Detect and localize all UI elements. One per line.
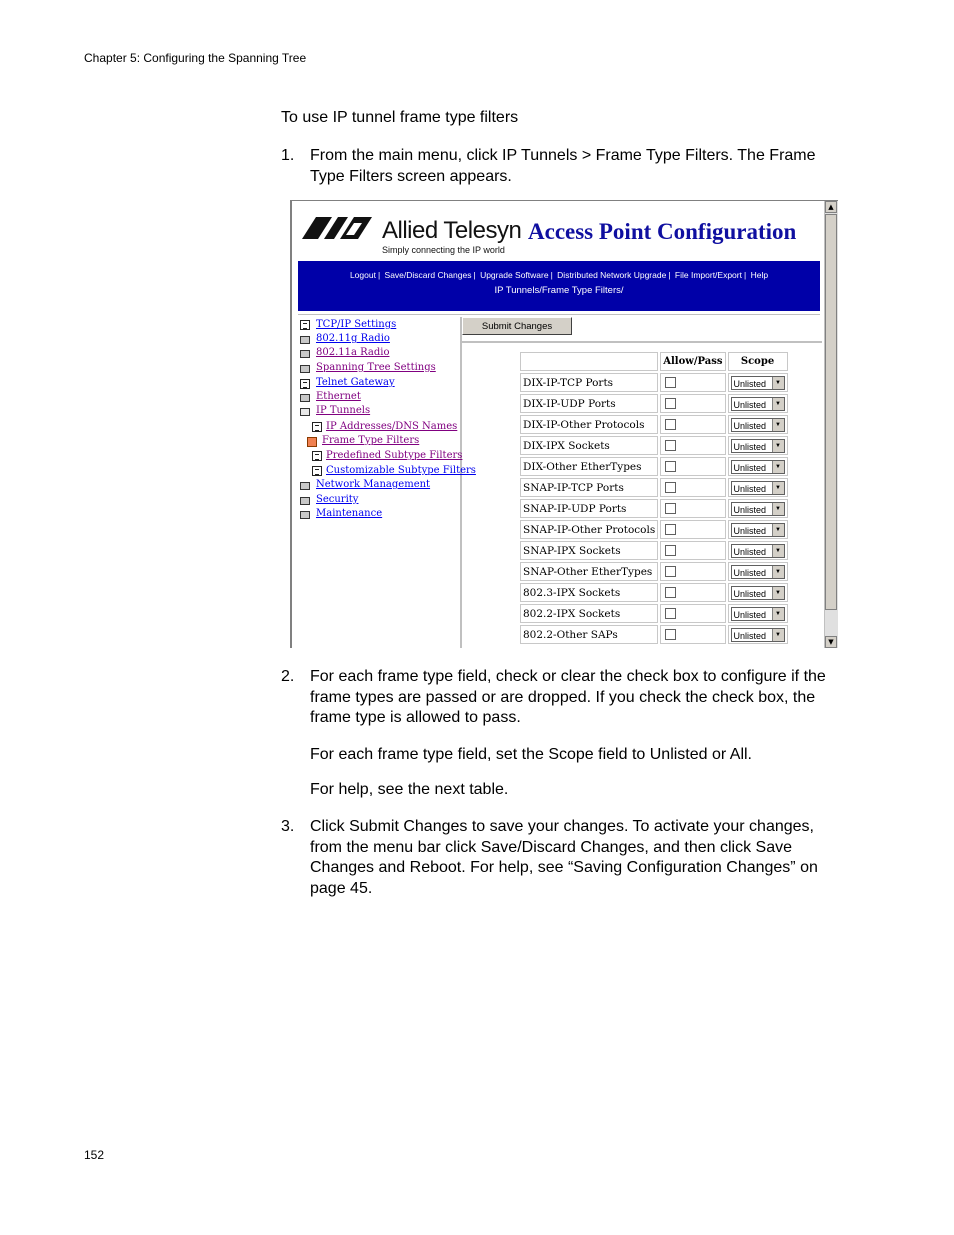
active-page-icon [307,437,317,447]
scope-select[interactable] [731,565,785,579]
frame-type-name: DIX-IP-TCP Ports [520,373,658,392]
allow-pass-cell [660,457,725,476]
allied-telesyn-logo [302,211,522,255]
table-row [520,562,788,581]
column-header-allow-pass: Allow/Pass [660,352,725,371]
page-icon [300,320,310,330]
scope-select[interactable] [731,481,785,495]
scope-value: Unlisted [733,567,767,578]
menu-help[interactable]: Help [750,270,769,280]
menu-upgrade-software[interactable]: Upgrade Software [480,270,549,280]
ui-screenshot [290,200,838,648]
table-row [520,373,788,392]
step-2 [281,667,838,729]
scope-value: Unlisted [733,630,767,641]
nav-network-management[interactable]: Network Management [316,479,431,490]
nav-ip-addresses[interactable]: IP Addresses/DNS Names [326,421,458,432]
chevron-down-icon[interactable]: ▼ [772,419,784,431]
scope-paragraph: For each frame type field, set the Scope field to Unlisted or All. [310,746,752,763]
scope-cell [728,478,788,497]
vertical-scrollbar[interactable] [824,201,838,648]
chevron-down-icon[interactable]: ▼ [772,608,784,620]
folder-icon [300,365,310,373]
folder-icon [300,350,310,358]
table-row [520,499,788,518]
folder-icon [300,336,310,344]
frame-type-name: 802.2-IPX Sockets [520,604,658,623]
chevron-down-icon[interactable]: ▼ [772,545,784,557]
chevron-down-icon[interactable]: ▼ [772,440,784,452]
allow-pass-checkbox[interactable] [665,461,676,472]
allow-pass-checkbox[interactable] [665,377,676,388]
step-1 [281,146,838,187]
scope-cell [728,436,788,455]
allow-pass-checkbox[interactable] [665,629,676,640]
frame-type-name: 802.3-IPX Sockets [520,583,658,602]
page-icon [300,379,310,389]
frame-type-name: DIX-IPX Sockets [520,436,658,455]
step-text: Click Submit Changes to save your changes. To activate your changes, from the menu bar click Save/Discard Changes, and then click Save Changes and Reboot. For help, see “Saving Configuration Changes” on page 45. [310,818,818,897]
frame-type-name: DIX-Other EtherTypes [520,457,658,476]
step-text: For each frame type field, check or clear the check box to configure if the frame types are passed or are dropped. If you check the check box, the frame type is allowed to pass. [310,668,826,726]
chevron-down-icon[interactable]: ▼ [772,587,784,599]
allow-pass-cell [660,436,725,455]
allow-pass-checkbox[interactable] [665,482,676,493]
table-row [520,394,788,413]
scope-select[interactable] [731,418,785,432]
allow-pass-cell [660,583,725,602]
frame-type-name: SNAP-IPX Sockets [520,541,658,560]
menu-file-import-export[interactable]: File Import/Export [674,270,742,280]
scope-value: Unlisted [733,378,767,389]
scope-value: Unlisted [733,483,767,494]
scope-select[interactable] [731,502,785,516]
frame-type-table [518,350,790,646]
frame-type-name: DIX-IP-Other Protocols [520,415,658,434]
allow-pass-cell [660,520,725,539]
scope-select[interactable] [731,586,785,600]
nav-predefined-subtype[interactable]: Predefined Subtype Filters [326,450,463,461]
nav-80211g-radio[interactable]: 802.11g Radio [316,333,390,344]
page-number: 152 [84,1148,105,1162]
scope-value: Unlisted [733,441,767,452]
app-title: Access Point Configuration [528,219,797,244]
scope-value: Unlisted [733,588,767,599]
frame-type-name: SNAP-IP-Other Protocols [520,520,658,539]
scope-cell [728,394,788,413]
allow-pass-cell [660,373,725,392]
scope-cell [728,373,788,392]
nav-telnet-gateway[interactable]: Telnet Gateway [316,377,395,388]
column-header-scope: Scope [728,352,788,371]
frame-type-name: SNAP-IP-UDP Ports [520,499,658,518]
chevron-down-icon[interactable]: ▼ [772,398,784,410]
scope-cell [728,625,788,644]
logo-text: Allied Telesyn [382,217,522,244]
menu-distributed-upgrade[interactable]: Distributed Network Upgrade [557,270,667,280]
folder-icon [300,511,310,519]
scope-select[interactable] [731,544,785,558]
scope-value: Unlisted [733,609,767,620]
chevron-down-icon[interactable]: ▼ [772,461,784,473]
menu-bar [298,261,820,311]
allow-pass-checkbox[interactable] [665,503,676,514]
step-number: 3. [281,818,295,835]
step-number: 1. [281,147,295,164]
divider [298,314,820,315]
frame-type-name: 802.2-Other SAPs [520,625,658,644]
column-header-name [520,352,658,371]
nav-ethernet[interactable]: Ethernet [316,391,361,402]
nav-80211a-radio[interactable]: 802.11a Radio [316,347,390,358]
scope-select[interactable] [731,628,785,642]
table-row [520,478,788,497]
scope-value: Unlisted [733,546,767,557]
allow-pass-checkbox[interactable] [665,587,676,598]
allow-pass-cell [660,604,725,623]
chevron-down-icon[interactable]: ▼ [772,566,784,578]
nav-tcpip-settings[interactable]: TCP/IP Settings [316,319,397,330]
scope-select[interactable] [731,607,785,621]
scope-cell [728,457,788,476]
allow-pass-checkbox[interactable] [665,545,676,556]
menu-save-discard[interactable]: Save/Discard Changes [384,270,472,280]
chapter-header: Chapter 5: Configuring the Spanning Tree [84,51,307,65]
nav-maintenance[interactable]: Maintenance [316,508,383,519]
folder-icon [300,482,310,490]
table-row [520,604,788,623]
folder-icon [300,394,310,402]
allow-pass-cell [660,499,725,518]
nav-customizable-subtype[interactable]: Customizable Subtype Filters [326,465,476,476]
nav-security[interactable]: Security [316,494,359,505]
scope-value: Unlisted [733,525,767,536]
scroll-thumb[interactable] [825,214,837,610]
breadcrumb: IP Tunnels/Frame Type Filters/ [494,285,624,296]
page-icon [312,422,322,432]
table-row [520,436,788,455]
allow-pass-cell [660,562,725,581]
scope-cell [728,562,788,581]
scope-cell [728,415,788,434]
allow-pass-checkbox[interactable] [665,398,676,409]
scope-cell [728,499,788,518]
left-nav [298,317,476,648]
table-row [520,520,788,539]
procedure-intro: To use IP tunnel frame type filters [281,109,519,126]
chevron-down-icon[interactable]: ▼ [772,482,784,494]
allow-pass-cell [660,541,725,560]
logo-mark-icon [302,215,374,241]
scope-select[interactable] [731,376,785,390]
nav-ip-tunnels[interactable]: IP Tunnels [316,405,371,416]
step-text: From the main menu, click IP Tunnels > Frame Type Filters. The Frame Type Filters screen appears. [310,147,816,185]
allow-pass-checkbox[interactable] [665,608,676,619]
scope-value: Unlisted [733,420,767,431]
table-row [520,625,788,644]
frame-type-name: SNAP-IP-TCP Ports [520,478,658,497]
frame-type-name: DIX-IP-UDP Ports [520,394,658,413]
scope-cell [728,541,788,560]
scope-value: Unlisted [733,504,767,515]
step-number: 2. [281,668,295,685]
table-row [520,457,788,476]
chevron-down-icon[interactable]: ▼ [772,503,784,515]
table-row [520,583,788,602]
help-paragraph: For help, see the next table. [310,781,509,798]
scroll-up-button[interactable]: ▲ [825,201,837,213]
page-icon [312,451,322,461]
step-3 [281,817,838,899]
scope-cell [728,520,788,539]
chevron-down-icon[interactable]: ▼ [772,629,784,641]
allow-pass-checkbox[interactable] [665,524,676,535]
allow-pass-cell [660,478,725,497]
open-folder-icon [300,408,310,416]
allow-pass-checkbox[interactable] [665,566,676,577]
submit-changes-button[interactable]: Submit Changes [462,317,572,335]
scope-select[interactable] [731,397,785,411]
nav-frame-type-filters[interactable]: Frame Type Filters [322,435,420,446]
logo-tagline: Simply connecting the IP world [382,245,505,255]
frame-type-name: SNAP-Other EtherTypes [520,562,658,581]
table-row [520,415,788,434]
nav-spanning-tree[interactable]: Spanning Tree Settings [316,362,436,373]
scope-value: Unlisted [733,462,767,473]
menu-logout[interactable]: Logout [349,270,376,280]
page-icon [312,466,322,476]
scroll-down-button[interactable]: ▼ [825,636,837,648]
allow-pass-checkbox[interactable] [665,419,676,430]
allow-pass-checkbox[interactable] [665,440,676,451]
divider [462,341,822,343]
menu-items: Logout | Save/Discard Changes | Upgrade Software | Distributed Network Upgrade | File Import/Export | Help [349,270,769,280]
scope-select[interactable] [731,460,785,474]
scope-cell [728,604,788,623]
allow-pass-cell [660,415,725,434]
allow-pass-cell [660,394,725,413]
chevron-down-icon[interactable]: ▼ [772,377,784,389]
scope-value: Unlisted [733,399,767,410]
folder-icon [300,497,310,505]
allow-pass-cell [660,625,725,644]
table-row [520,541,788,560]
scope-select[interactable] [731,439,785,453]
scope-select[interactable] [731,523,785,537]
scope-cell [728,583,788,602]
chevron-down-icon[interactable]: ▼ [772,524,784,536]
